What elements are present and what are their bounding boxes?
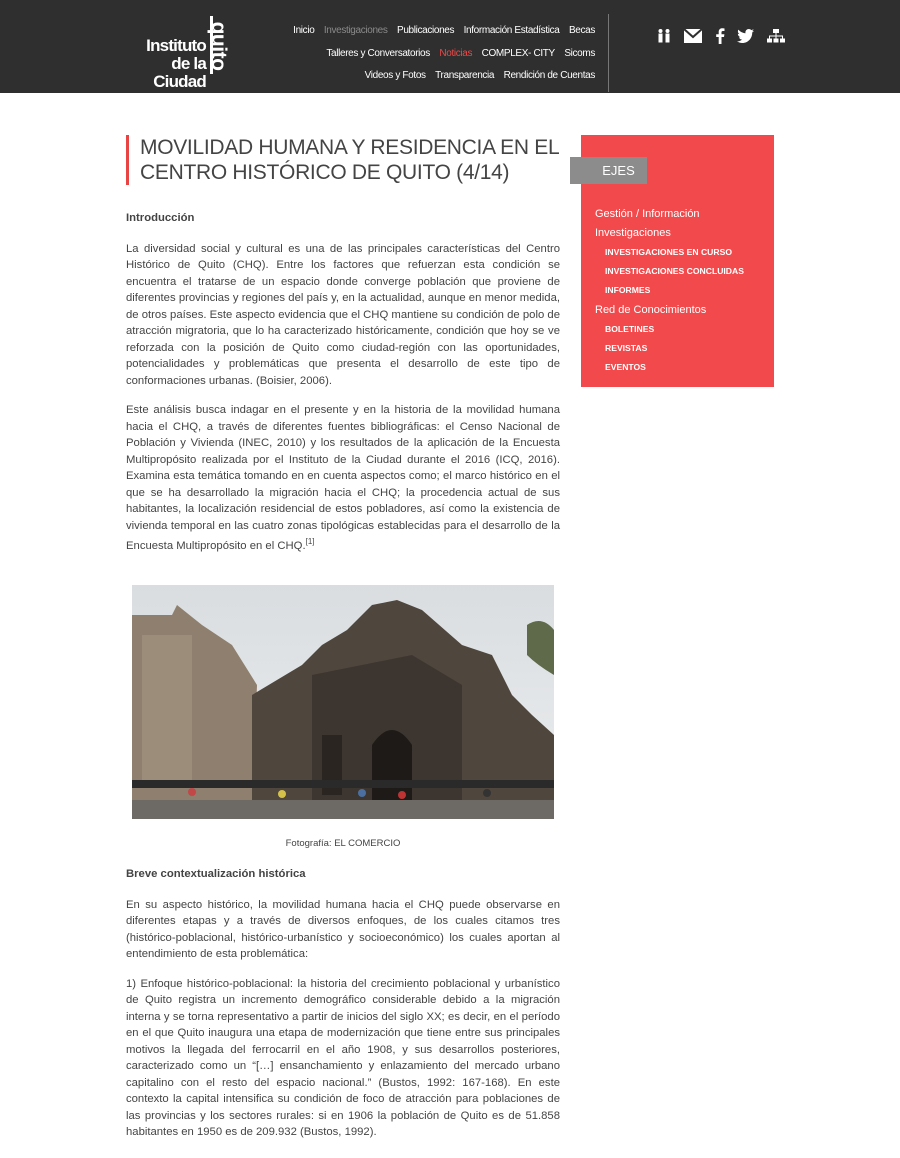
footnote-link[interactable]: [1] (305, 537, 315, 546)
article-photo (132, 585, 554, 819)
ejes-tab: EJES (590, 157, 647, 184)
sidebar-item-investigaciones-concluidas[interactable]: INVESTIGACIONES CONCLUIDAS (605, 266, 744, 277)
facebook-icon[interactable] (715, 28, 725, 49)
mail-icon[interactable] (684, 29, 702, 48)
nav-row-3 (285, 63, 595, 86)
history-heading: Breve contextualización histórica (126, 868, 306, 880)
sidebar-item-investigaciones-en-curso[interactable]: INVESTIGACIONES EN CURSO (605, 247, 733, 257)
twitter-icon[interactable] (737, 29, 754, 48)
nav-becas[interactable]: Becas (568, 25, 595, 36)
article-title-block (126, 135, 580, 185)
paragraph-2-text: Este análisis busca indagar en el presente y en la historia de la movilidad humana hacia el CHQ, a través de diferentes fuentes bibliográficas: el Censo Nacional de Población y Vivienda (INEC, 2010) y los resultados de la aplicación de la Encuesta Multipropósito realizada por el Instituto de la Ciudad durante el 2016 (ICQ, 2016). Examina esta temática tomando en en cuenta aspectos como; el marco histórico en el que se ha desarrollado la migración hacia el CHQ; la procedencia actual de sus habitantes, la localización residencial de estos pobladores, así como la existencia de vivienda temporal en las cuatro zonas tipológicas establecidas para el desarrollo de la Encuesta Multipropósito en el CHQ. (126, 404, 560, 552)
nav-complex-city[interactable]: COMPLEX- CITY (481, 47, 555, 59)
logo-line-2: de la Ciudad (153, 54, 206, 91)
ejes-sidebar (581, 135, 774, 387)
article-body (126, 210, 560, 567)
nav-publicaciones[interactable]: Publicaciones (397, 25, 455, 36)
header-divider (608, 14, 609, 92)
main-nav (285, 18, 595, 86)
nav-videos-fotos[interactable]: Videos y Fotos (364, 70, 426, 81)
nav-noticias[interactable]: Noticias (439, 47, 473, 59)
logo-quito: quito (207, 21, 230, 71)
sitemap-icon[interactable] (767, 29, 785, 48)
people-icon[interactable] (656, 28, 672, 49)
site-header (0, 0, 900, 93)
paragraph-2 (126, 402, 560, 554)
ejes-tab-flap (570, 157, 592, 184)
page-title: MOVILIDAD HUMANA Y RESIDENCIA EN EL CENTRO HISTÓRICO DE QUITO (4/14) (140, 136, 559, 184)
nav-rendicion-cuentas[interactable]: Rendición de Cuentas (503, 70, 595, 81)
nav-talleres[interactable]: Talleres y Conversatorios (326, 47, 430, 59)
intro-heading: Introducción (126, 212, 195, 224)
sidebar-item-informes[interactable]: INFORMES (605, 285, 651, 296)
sidebar-item-investigaciones[interactable]: Investigaciones (595, 227, 671, 239)
sidebar-item-red-conocimientos[interactable]: Red de Conocimientos (595, 303, 707, 316)
paragraph-4: 1) Enfoque histórico-poblacional: la historia del crecimiento poblacional y urbanístico de Quito registra un incremento demográfico considerable debido a la migración interna y se torna representativo a partir de inicios del siglo XX; es decir, en el período en el que Quito inaugura una etapa de modernización que tiene entre sus principales motivos la llegada del ferrocarril en el año 1908, y sus desarrollos posteriores, caracterizado como un “[…] ensanchamiento y enlazamiento del mercado urbano capitalino con el resto del espacio nacional.” (Bustos, 1992: 167-168). En este contexto la capital intensifica su condición de foco de atracción para poblaciones de las provincias y los sectores rurales: si en 1906 la población de Quito es de 51.858 habitantes en 1950 es de 209.932 (Bustos, 1992). (126, 977, 560, 1138)
nav-sicoms[interactable]: Sicoms (564, 47, 595, 59)
nav-row-1 (285, 18, 595, 41)
nav-informacion-estadistica[interactable]: Información Estadística (463, 25, 560, 36)
sidebar-item-revistas[interactable]: REVISTAS (605, 342, 648, 353)
nav-row-2 (285, 41, 595, 64)
nav-transparencia[interactable]: Transparencia (435, 70, 495, 81)
sidebar-item-boletines[interactable]: BOLETINES (605, 323, 655, 334)
social-icons (656, 28, 793, 48)
nav-inicio[interactable]: Inicio (293, 25, 315, 36)
site-logo[interactable] (126, 16, 238, 91)
article-body-continued (126, 866, 560, 1154)
sidebar-item-gestion[interactable]: Gestión / Información (595, 208, 700, 220)
paragraph-1: La diversidad social y cultural es una de las principales características del Centro Histórico de Quito (CHQ). Entre los factores que refuerzan esta condición se encuentra el tratarse de un espacio donde converge población que proviene de diferentes provincias y regiones del país y, en la actualidad, aunque en menor medida, de otros países. Este aspecto evidencia que el CHQ mantiene su condición de polo de atracción migratoria, que lo ha caracterizado históricamente, condición que hoy se ve reforzada con la posición de Quito como ciudad-región con las oportunidades, potencialidades y problemáticas que presenta el desarrollo de este tipo de conformaciones urbanas. (Boisier, 2006). (126, 242, 560, 387)
nav-investigaciones[interactable]: Investigaciones (323, 25, 388, 36)
logo-line-1: Instituto (146, 36, 206, 55)
sidebar-item-eventos[interactable]: EVENTOS (605, 361, 646, 372)
photo-caption: Fotografía: EL COMERCIO (285, 838, 401, 849)
sidebar-menu (595, 207, 770, 379)
paragraph-3: En su aspecto histórico, la movilidad humana hacia el CHQ puede observarse en diferentes etapas y a través de diversos enfoques, de los cuales citamos tres (histórico-poblacional, histórico-urbanístico y socioeconómico) los cuales aportan al entendimiento de esta problemática: (126, 898, 560, 960)
